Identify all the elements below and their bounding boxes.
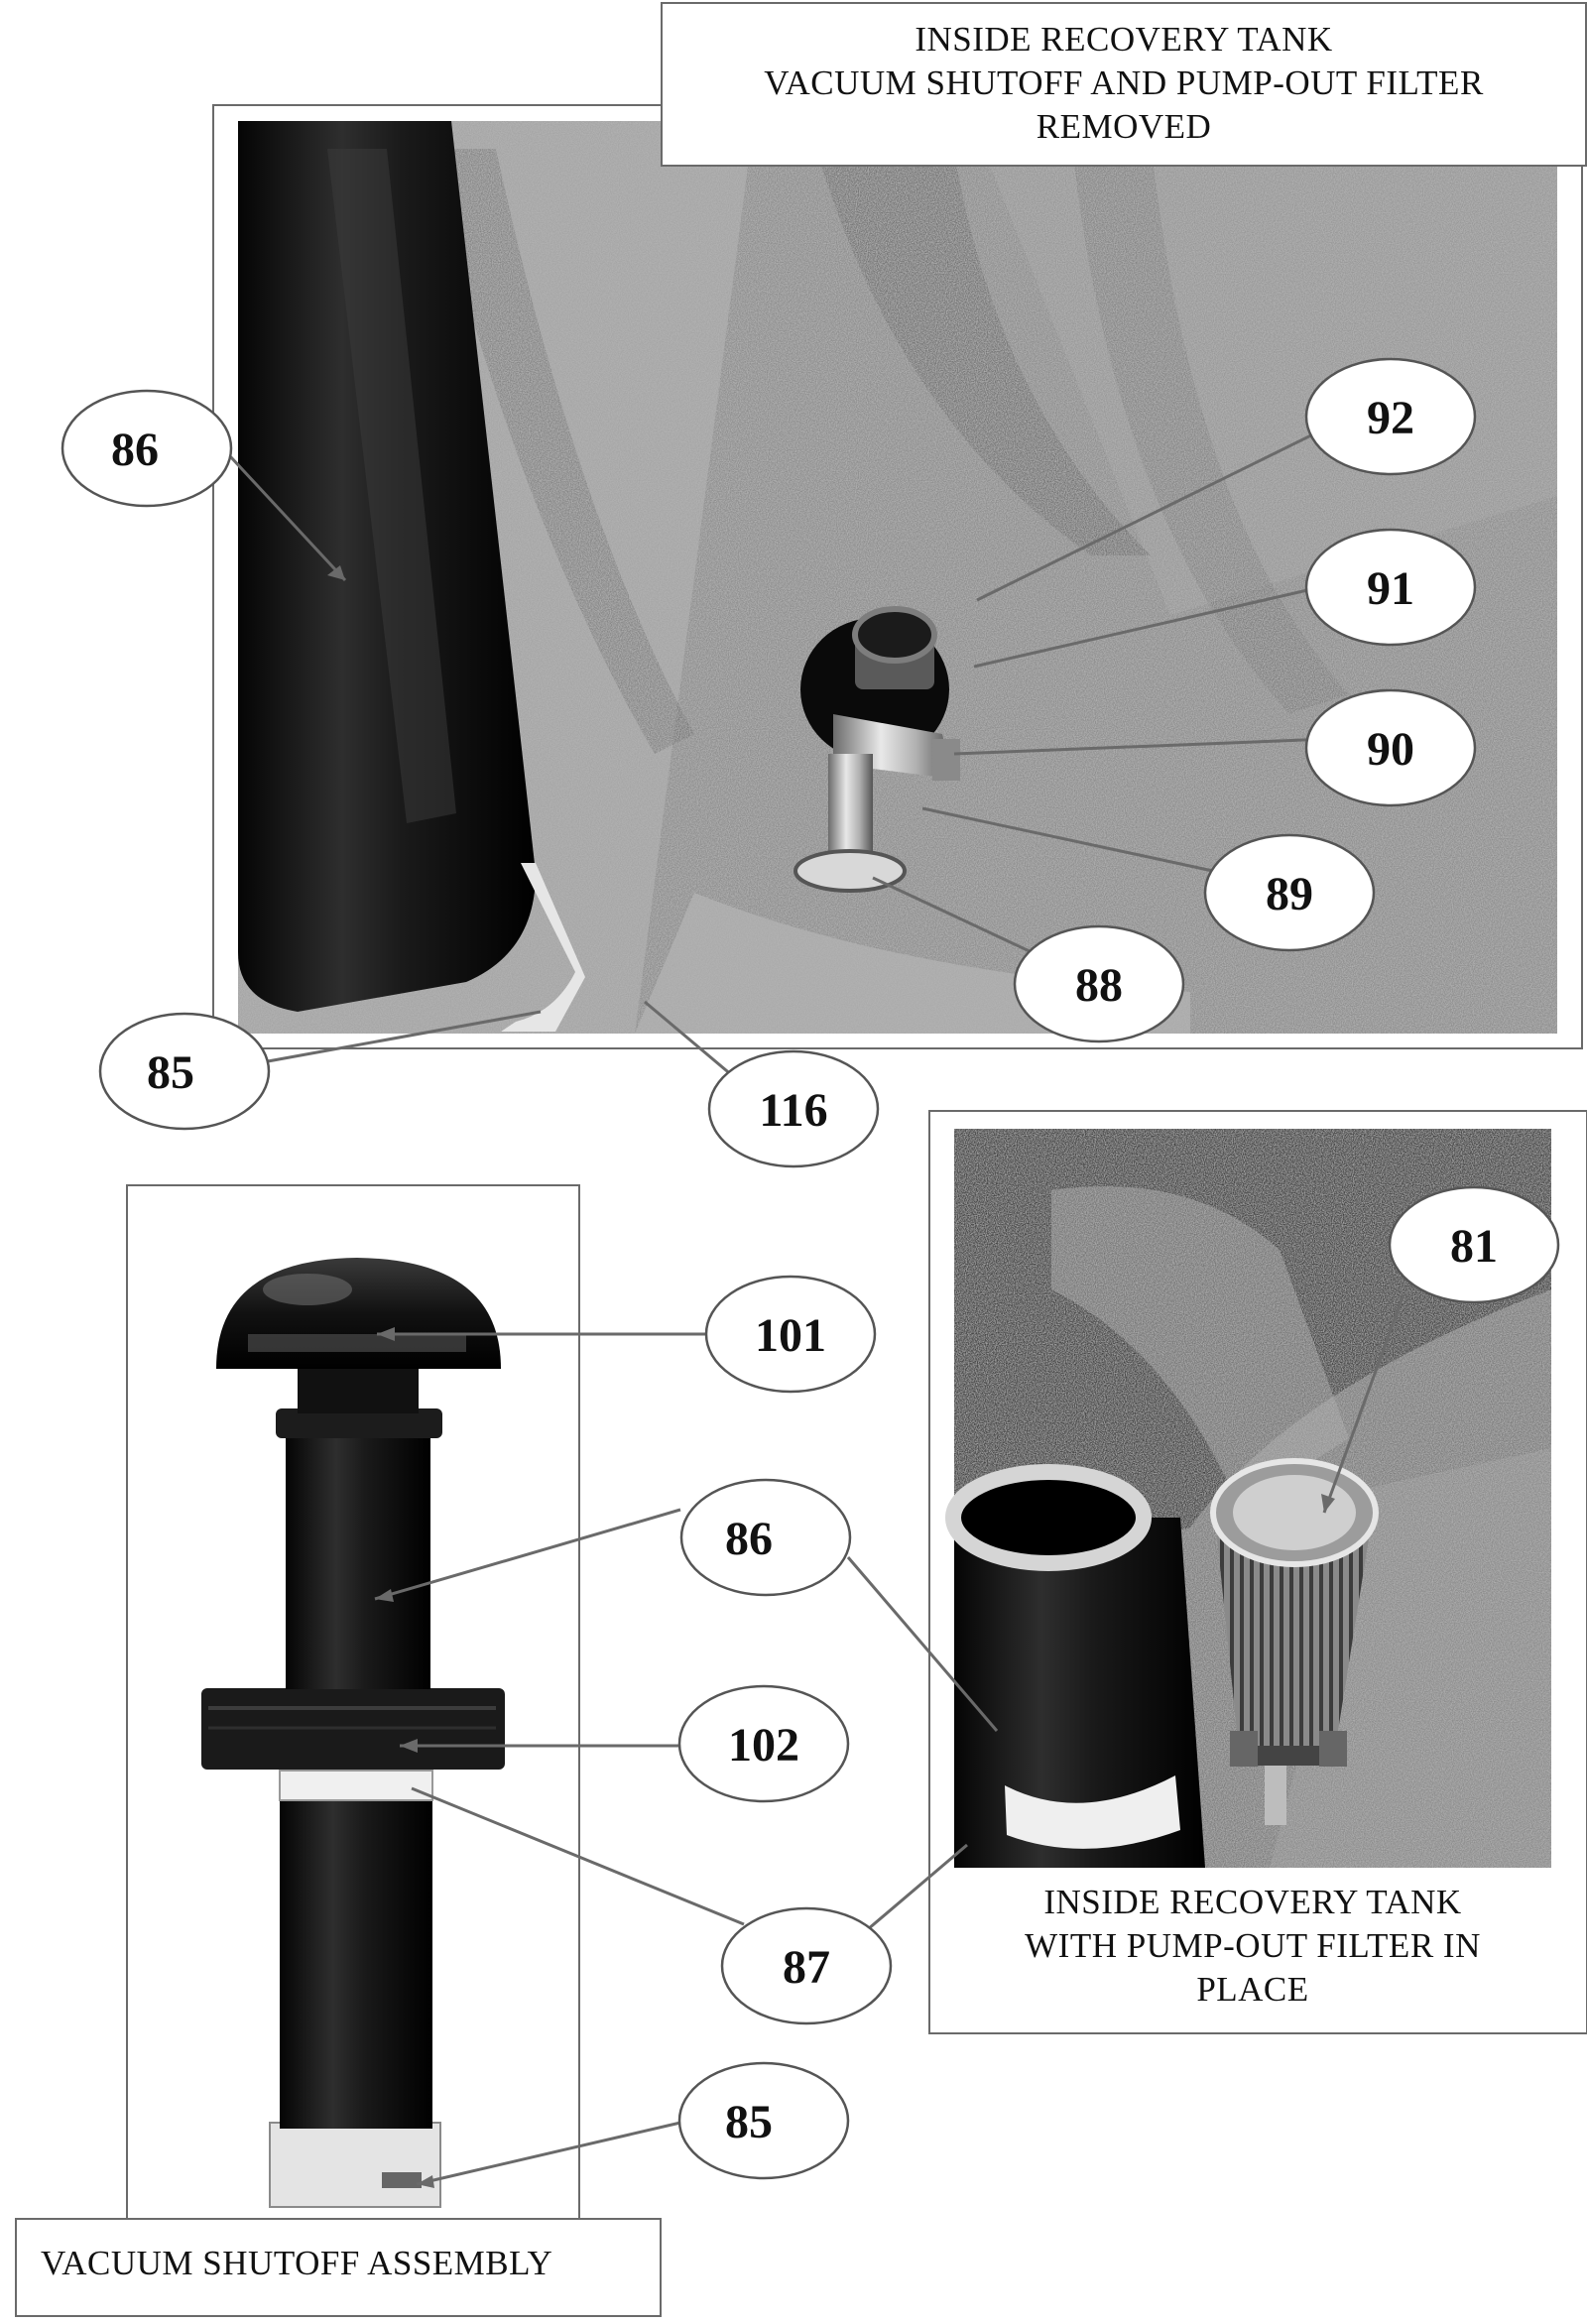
caption-right-line-3: PLACE [1196, 1970, 1309, 2009]
callout-86-bottom: 86 [725, 1513, 773, 1565]
callout-92: 92 [1367, 392, 1414, 444]
callout-81: 81 [1450, 1220, 1498, 1273]
caption-top-line-2: VACUUM SHUTOFF AND PUMP-OUT FILTER [764, 63, 1484, 102]
callout-85-top: 85 [147, 1046, 194, 1099]
pipe-86 [953, 1472, 1205, 1868]
caption-right [954, 1877, 1551, 2014]
caption-right-line-1: INSIDE RECOVERY TANK [1043, 1883, 1462, 1921]
callout-116: 116 [759, 1084, 828, 1137]
callout-88: 88 [1075, 959, 1123, 1012]
callout-86-top: 86 [111, 424, 159, 476]
caption-top [661, 2, 1587, 167]
caption-bottom-text: VACUUM SHUTOFF ASSEMBLY [41, 2244, 553, 2282]
callout-91: 91 [1367, 562, 1414, 615]
callout-101: 101 [755, 1309, 826, 1362]
caption-bottom [15, 2218, 662, 2317]
callout-102: 102 [728, 1719, 799, 1772]
assembly-photo [127, 1185, 579, 2222]
callout-87: 87 [783, 1941, 830, 1994]
callout-89: 89 [1266, 868, 1313, 920]
callout-90: 90 [1367, 723, 1414, 776]
caption-right-line-2: WITH PUMP-OUT FILTER IN [1025, 1926, 1481, 1965]
caption-top-line-1: INSIDE RECOVERY TANK [915, 20, 1333, 59]
caption-top-line-3: REMOVED [1036, 107, 1212, 146]
callout-85-bottom: 85 [725, 2096, 773, 2148]
